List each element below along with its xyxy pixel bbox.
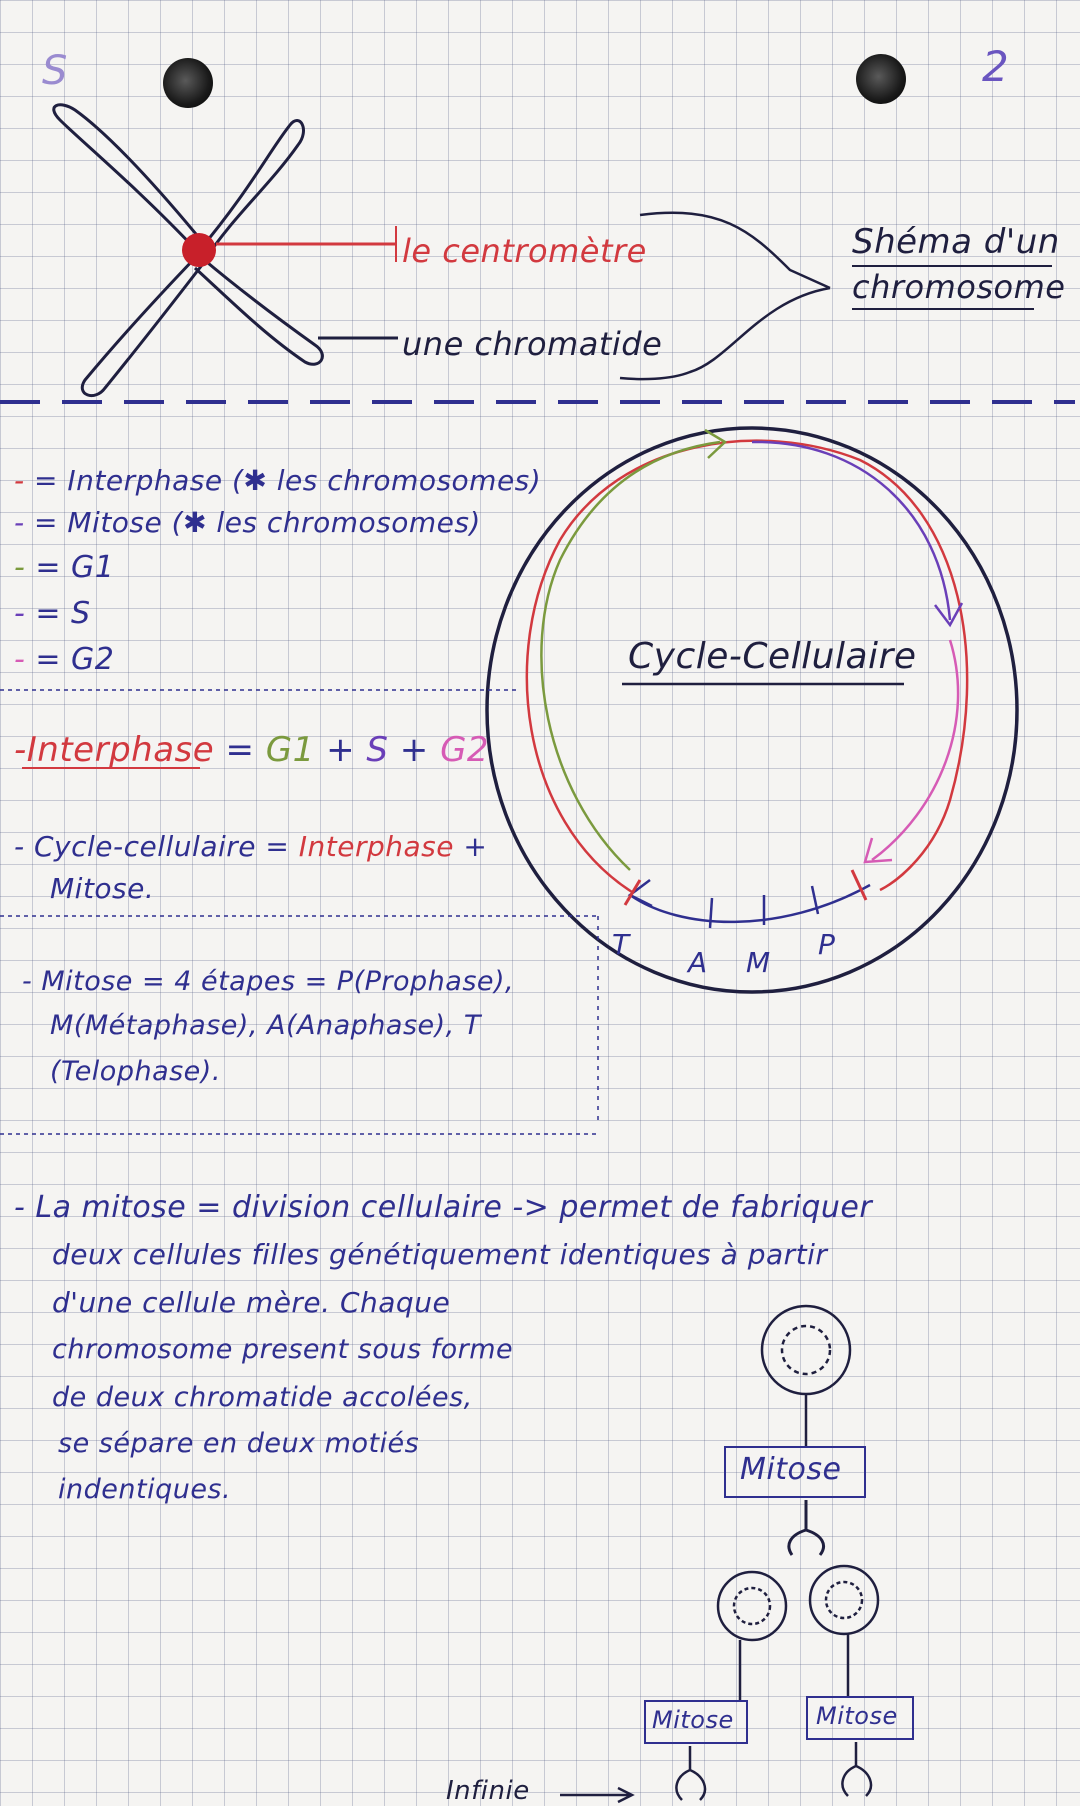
interphase-formula: -Interphase = G1 + S + G2	[14, 730, 490, 770]
centromere-label: le centromètre	[402, 232, 647, 270]
legend-item-mitose: - = Mitose (✱ les chromosomes)	[14, 506, 481, 539]
cycle-definition-line2: Mitose.	[50, 872, 155, 905]
phase-label-a: A	[688, 946, 708, 979]
paragraph-line-5: de deux chromatide accolées,	[52, 1382, 473, 1413]
page-number: 2	[982, 42, 1010, 91]
legend-item-g2: - = G2	[14, 642, 115, 677]
mitose-steps-line1: - Mitose = 4 étapes = P(Prophase),	[22, 966, 515, 997]
phase-label-t: T	[612, 928, 630, 961]
cycle-diagram-drawing	[487, 428, 1017, 992]
legend-item-g1: - = G1	[14, 550, 115, 585]
paragraph-line-2: deux cellules filles génétiquement identiques à partir	[52, 1238, 828, 1271]
cycle-definition-line1: - Cycle-cellulaire = Interphase +	[14, 830, 488, 863]
paragraph-line-3: d'une cellule mère. Chaque	[52, 1286, 451, 1319]
mitose-box-top	[724, 1446, 866, 1498]
mitose-steps-line2: M(Métaphase), A(Anaphase), T	[50, 1010, 481, 1041]
mitose-box-right-label: Mitose	[816, 1702, 898, 1730]
legend-item-interphase: - = Interphase (✱ les chromosomes)	[14, 464, 542, 497]
paragraph-line-7: indentiques.	[58, 1474, 232, 1505]
phase-label-p: P	[818, 928, 836, 961]
paragraph-line-1: - La mitose = division cellulaire -> permet de fabriquer	[14, 1190, 873, 1225]
chromosome-title-line2: chromosome	[852, 268, 1066, 306]
centromere-dot	[182, 233, 216, 267]
paragraph-line-4: chromosome present sous forme	[52, 1334, 514, 1365]
mitose-box-top-label: Mitose	[740, 1452, 842, 1487]
mitose-box-right	[806, 1696, 914, 1740]
phase-label-m: M	[746, 946, 771, 979]
corner-letter-left: S	[42, 48, 68, 94]
mitose-steps-line3: (Telophase).	[50, 1056, 221, 1087]
legend-item-s: - = S	[14, 596, 91, 631]
chromosome-title-line1: Shéma d'un	[852, 222, 1060, 262]
mitose-box-left-label: Mitose	[652, 1706, 734, 1734]
paragraph-line-6: se sépare en deux motiés	[58, 1428, 420, 1459]
chromatide-label: une chromatide	[402, 325, 663, 363]
mitose-box-left	[644, 1700, 748, 1744]
infinie-label: Infinie	[446, 1776, 530, 1806]
cycle-diagram-title: Cycle-Cellulaire	[628, 636, 917, 677]
